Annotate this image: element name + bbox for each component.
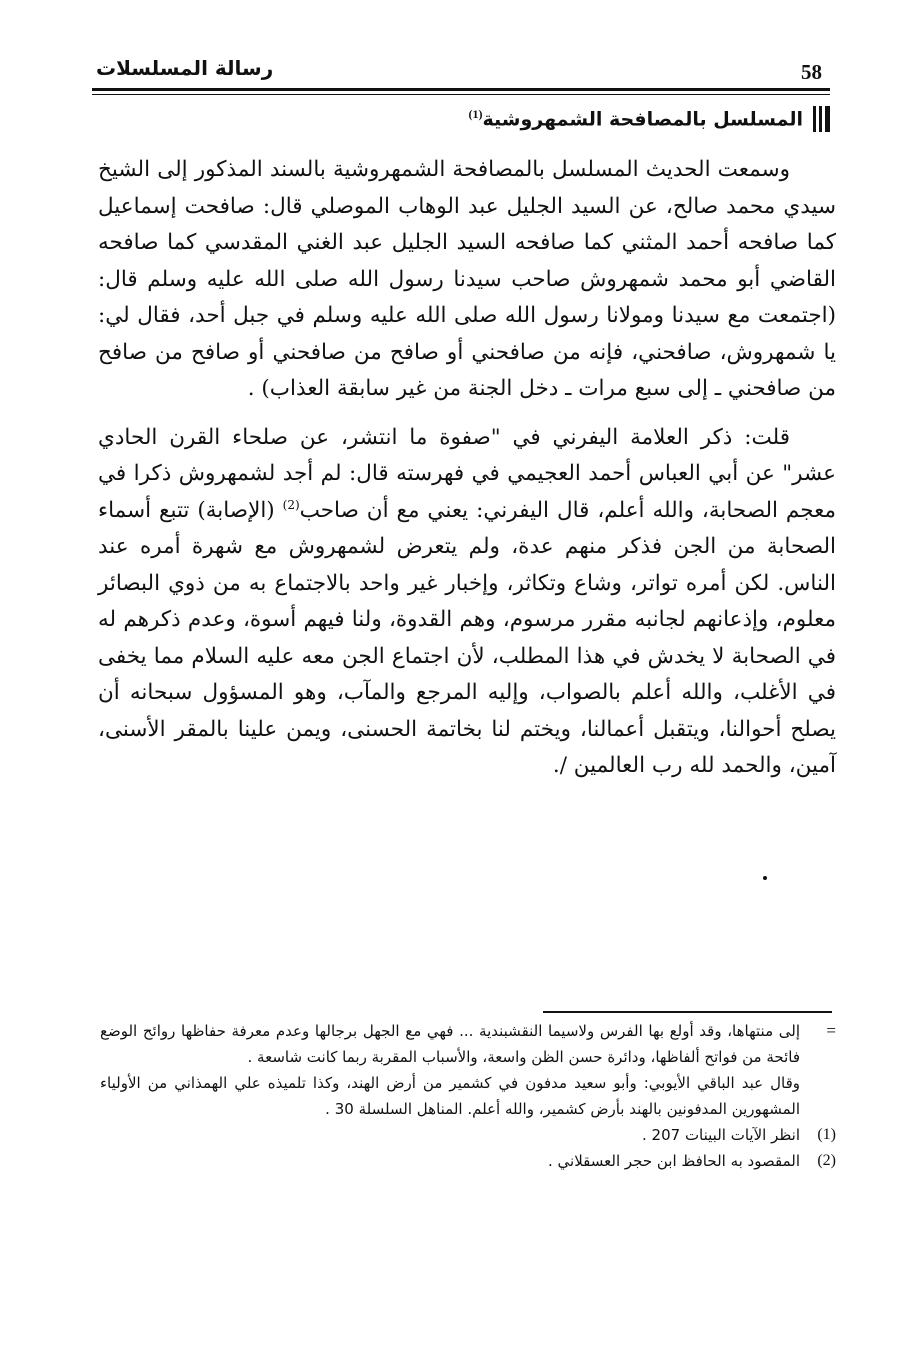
- running-title: رسالة المسلسلات: [96, 56, 274, 80]
- section-heading-text: [468, 107, 803, 130]
- continuation-marker: =: [826, 1021, 836, 1040]
- heading-bars-icon: [813, 106, 830, 132]
- footnote-text: المقصود به الحافظ ابن حجر العسقلاني .: [548, 1152, 800, 1170]
- footnote-separator: [543, 1011, 832, 1013]
- footnote-text: إلى منتهاها، وقد أولع بها الفرس ولاسيما النقشبندية ... فهي مع الجهل برجالها وعدم معرفة حفاظها روائح الوضع فائحة من فواتح ألفاظها، ودائرة حسن الظن واسعة، والأسباب المقربة ربما كانت شاسعة .: [100, 1022, 800, 1066]
- header-rule-thick: [92, 88, 830, 91]
- footnote-text: انظر الآيات البينات 207 .: [641, 1126, 800, 1144]
- footnote-item: [100, 1148, 836, 1174]
- section-heading: [468, 106, 830, 132]
- heading-footnote-ref: (1): [468, 107, 483, 122]
- paragraph-text: قلت: ذكر العلامة اليفرني في "صفوة ما انتشر، عن صلحاء القرن الحادي عشر" عن أبي العباس أحمد العجيمي في فهرسته قال: لم أجد لشمهروش ذكرا في معجم الصحابة، والله أعلم، قال اليفرني: يعني مع أن صاحب: [98, 424, 836, 523]
- stray-dot: [763, 876, 767, 880]
- footnote-text: وقال عبد الباقي الأيوبي: وأبو سعيد مدفون في كشمير من أرض الهند، وكذا تلميذه علي الهمذاني من الأولياء المشهورين المدفونين بالهند بأرض كشمير، والله أعلم. المناهل السلسلة 30 .: [100, 1074, 800, 1118]
- paragraph: وسمعت الحديث المسلسل بالمصافحة الشمهروشية بالسند المذكور إلى الشيخ سيدي محمد صالح، عن السيد الجليل عبد الوهاب الموصلي قال: صافحت إسماعيل كما صافحه أحمد المثني كما صافحه السيد الجليل عبد الغني المقدسي كما صافحه القاضي أبو محمد شمهروش صاحب سيدنا رسول الله صلى الله عليه وسلم قال: (اجتمعت مع سيدنا ومولانا رسول الله صلى الله عليه وسلم في جبل أحد، فقال لي: يا شمهروش، صافحني، فإنه من صافحني أو صافح من صافحني أو صافح من صافح من صافحني ـ إلى سبع مرات ـ دخل الجنة من غير سابقة العذاب) .: [98, 157, 836, 401]
- heading-title: المسلسل بالمصافحة الشمهروشية: [482, 108, 803, 131]
- footnote-marker: (1): [817, 1126, 836, 1143]
- footnote-marker: (2): [817, 1152, 836, 1169]
- footnote-item: [100, 1122, 836, 1148]
- page-header: [92, 52, 832, 86]
- paragraph: [98, 420, 836, 785]
- paragraph-text: (الإصابة) تتبع أسماء الصحابة من الجن فذكر منهم عدة، ولم يتعرض لشمهروش مع شهرة أمره عند الناس. لكن أمره تواتر، وشاع وتكاثر، وإخبار غير واحد بالاجتماع به من ذوي البصائر معلوم، وإذعانهم لجانبه مقرر مرسوم، وهم القدوة، ولنا فيهم أسوة، وعدم ذكرهم له في الصحابة لا يخدش في هذا المطلب، لأن اجتماع الجن معه عليه السلام مما يخفى في الأغلب، والله أعلم بالصواب، وإليه المرجع والمآب، وهو المسؤول سبحانه أن يصلح أحوالنا، ويتقبل أعمالنا، ويختم لنا بخاتمة الحسنى، ويمن علينا بالمقر الأسنى، آمين، والحمد لله رب العالمين /.: [98, 497, 836, 778]
- main-text: [98, 152, 836, 785]
- header-rule-thin: [92, 94, 830, 95]
- footnote-continued: [100, 1018, 836, 1122]
- footnotes: [100, 1018, 836, 1174]
- footnote-ref: (2): [282, 497, 300, 512]
- page-number: 58: [801, 60, 822, 84]
